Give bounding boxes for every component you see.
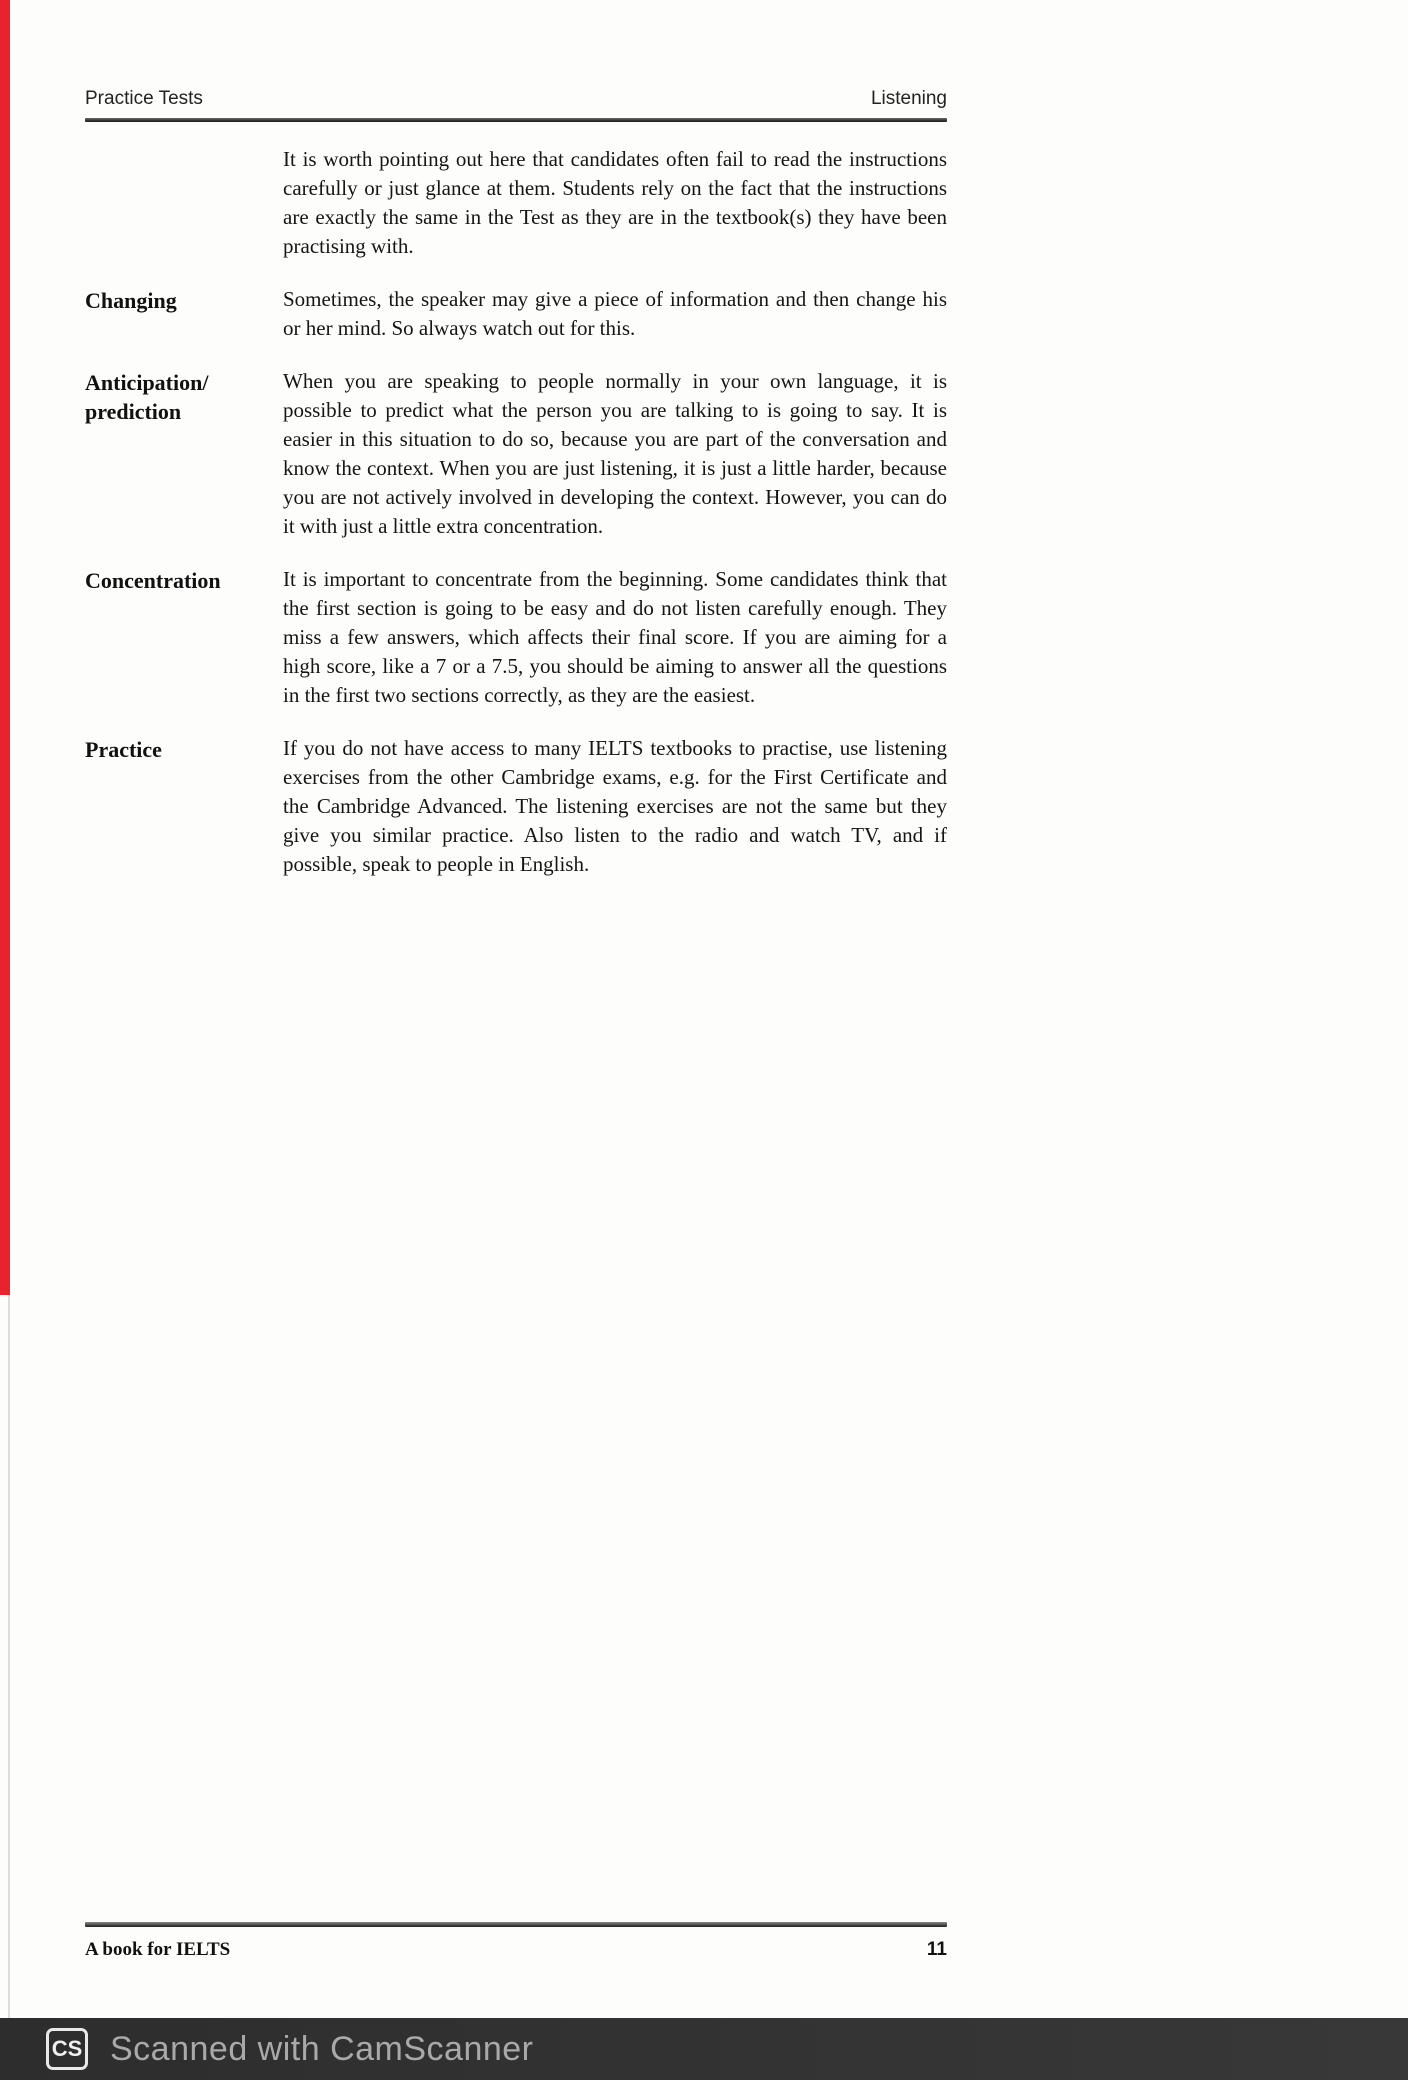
- footer-page-number: 11: [926, 1939, 947, 1960]
- page-footer: [85, 1922, 947, 1961]
- camscanner-bar: [0, 2018, 1408, 2080]
- footer-book-title: A book for IELTS: [85, 1939, 231, 1960]
- section-heading: Anticipation/ prediction: [85, 370, 209, 424]
- page-header: [85, 88, 947, 122]
- section-paragraph: Sometimes, the speaker may give a piece of information and then change his or her mind. So always watch out for this.: [283, 287, 947, 340]
- header-left-text: Practice Tests: [85, 88, 203, 109]
- section-heading: Practice: [85, 737, 162, 762]
- scan-fold-line: [8, 1295, 10, 2018]
- section-anticipation-prediction: [85, 367, 947, 541]
- section-paragraph: It is worth pointing out here that candidates often fail to read the instructions carefully or just glance at them. Students rely on the fact that the instructions are exactly the same in the Test as they are in the textbook(s) they have been practising with.: [283, 147, 947, 258]
- section-heading: [85, 145, 283, 261]
- section-heading: Changing: [85, 288, 177, 313]
- section-intro: [85, 145, 947, 261]
- section-paragraph: It is important to concentrate from the beginning. Some candidates think that the first section is going to be easy and do not listen carefully enough. They miss a few answers, which affects their final score. If you are aiming for a high score, like a 7 or a 7.5, you should be aiming to answer all the questions in the first two sections correctly, as they are the easiest.: [283, 567, 947, 707]
- section-paragraph: When you are speaking to people normally in your own language, it is possible to predict what the person you are talking to is going to say. It is easier in this situation to do so, because you are part of the conversation and know the context. When you are just listening, it is just a little harder, because you are not actively involved in developing the context. However, you can do it with just a little extra concentration.: [283, 369, 947, 538]
- header-right-text: Listening: [870, 88, 947, 109]
- page-content: [85, 145, 947, 903]
- camscanner-watermark-text: Scanned with CamScanner: [110, 2029, 534, 2068]
- section-heading: Concentration: [85, 568, 221, 593]
- camscanner-logo-icon: CS: [46, 2028, 88, 2070]
- section-practice: [85, 734, 947, 879]
- header-rule: [85, 118, 947, 122]
- section-changing: [85, 285, 947, 343]
- section-concentration: [85, 565, 947, 710]
- scan-red-edge: [0, 0, 10, 1295]
- footer-rule: [85, 1922, 947, 1927]
- section-paragraph: If you do not have access to many IELTS textbooks to practise, use listening exercises from the other Cambridge exams, e.g. for the First Certificate and the Cambridge Advanced. The listening exercises are not the same but they give you similar practice. Also listen to the radio and watch TV, and if possible, speak to people in English.: [283, 736, 947, 876]
